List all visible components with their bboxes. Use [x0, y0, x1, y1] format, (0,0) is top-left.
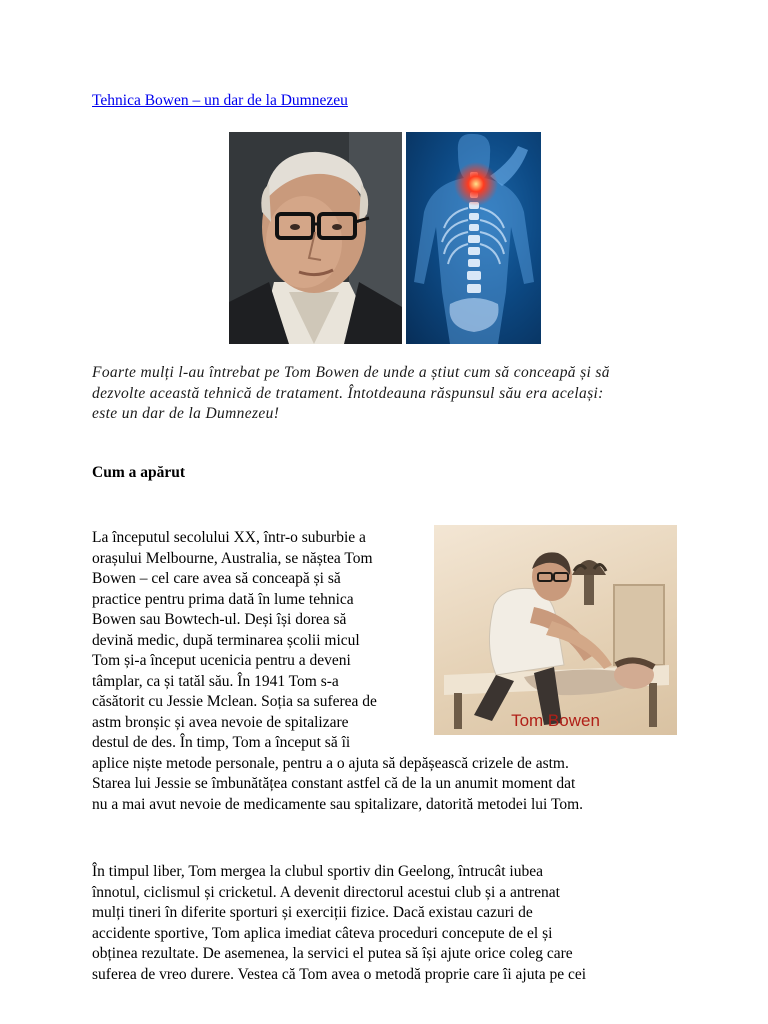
paragraph-line: Tom și-a început ucenicia pentru a deveni [92, 652, 351, 669]
paragraph-line: căsătorit cu Jessie Mclean. Soția sa suferea de [92, 693, 377, 710]
tom-bowen-portrait-photo [229, 132, 402, 344]
intro-italic-text [92, 363, 692, 425]
photo-caption: Tom Bowen [511, 711, 600, 730]
paragraph-line: devină medic, după terminarea școlii micul [92, 631, 360, 649]
spine-xray-photo [406, 132, 541, 344]
paragraph-line: accidente sportive, Tom aplica imediat câteva proceduri concepute de el și [92, 924, 553, 942]
paragraph-free-time [92, 862, 586, 985]
intro-line: este un dar de la Dumnezeu! [92, 405, 280, 422]
tom-bowen-treatment-photo [434, 525, 677, 735]
section-heading: Cum a apărut [92, 464, 186, 481]
header-images [229, 132, 541, 344]
paragraph-line: Bowen sau Bowtech-ul. Deși își dorea să [92, 611, 347, 628]
paragraph-line: La începutul secolului XX, într-o suburbie a [92, 529, 366, 546]
paragraph-line: aplice niște metode personale, pentru a o ajuta să depășească crizele de astm. [92, 754, 569, 772]
intro-line: Foarte mulți l-au întrebat pe Tom Bowen de unde a știut cum să conceapă și să [92, 364, 610, 381]
intro-line: dezvolte această tehnică de tratament. Întotdeauna răspunsul său era același: [92, 384, 604, 402]
paragraph-line: orașului Melbourne, Australia, se năștea Tom [92, 549, 373, 567]
paragraph-line: nu a mai avut nevoie de medicamente sau spitalizare, datorită metodei lui Tom. [92, 795, 584, 813]
paragraph-line: mulți tineri în diferite sporturi și exerciții fizice. Dacă existau cazuri de [92, 904, 533, 921]
paragraph-line: tâmplar, ca și tatăl său. În 1941 Tom s-a [92, 672, 339, 690]
paragraph-line: înnotul, ciclismul și cricketul. A devenit directorul acestui club și a antrenat [92, 883, 560, 901]
paragraph-line: Bowen – cel care avea să conceapă și să [92, 570, 341, 587]
paragraph-line: În timpul liber, Tom mergea la clubul sportiv din Geelong, întrucât iubea [92, 863, 543, 880]
article-title-link[interactable]: Tehnica Bowen – un dar de la Dumnezeu [92, 92, 348, 109]
paragraph-line: suferea de vreo durere. Vestea că Tom avea o metodă proprie care îi ajuta pe cei [92, 965, 587, 983]
paragraph-line: astm bronșic și avea nevoie de spitalizare [92, 713, 349, 731]
paragraph-line: Starea lui Jessie se îmbunătățea constant astfel că de la un anumit moment dat [92, 775, 576, 792]
paragraph-line: obținea rezultate. De asemenea, la servici el putea să își ajute orice coleg care [92, 945, 573, 962]
paragraph-line: destul de des. În timp, Tom a început să îi [92, 734, 351, 751]
paragraph-line: practice pentru prima dată în lume tehnica [92, 590, 354, 608]
